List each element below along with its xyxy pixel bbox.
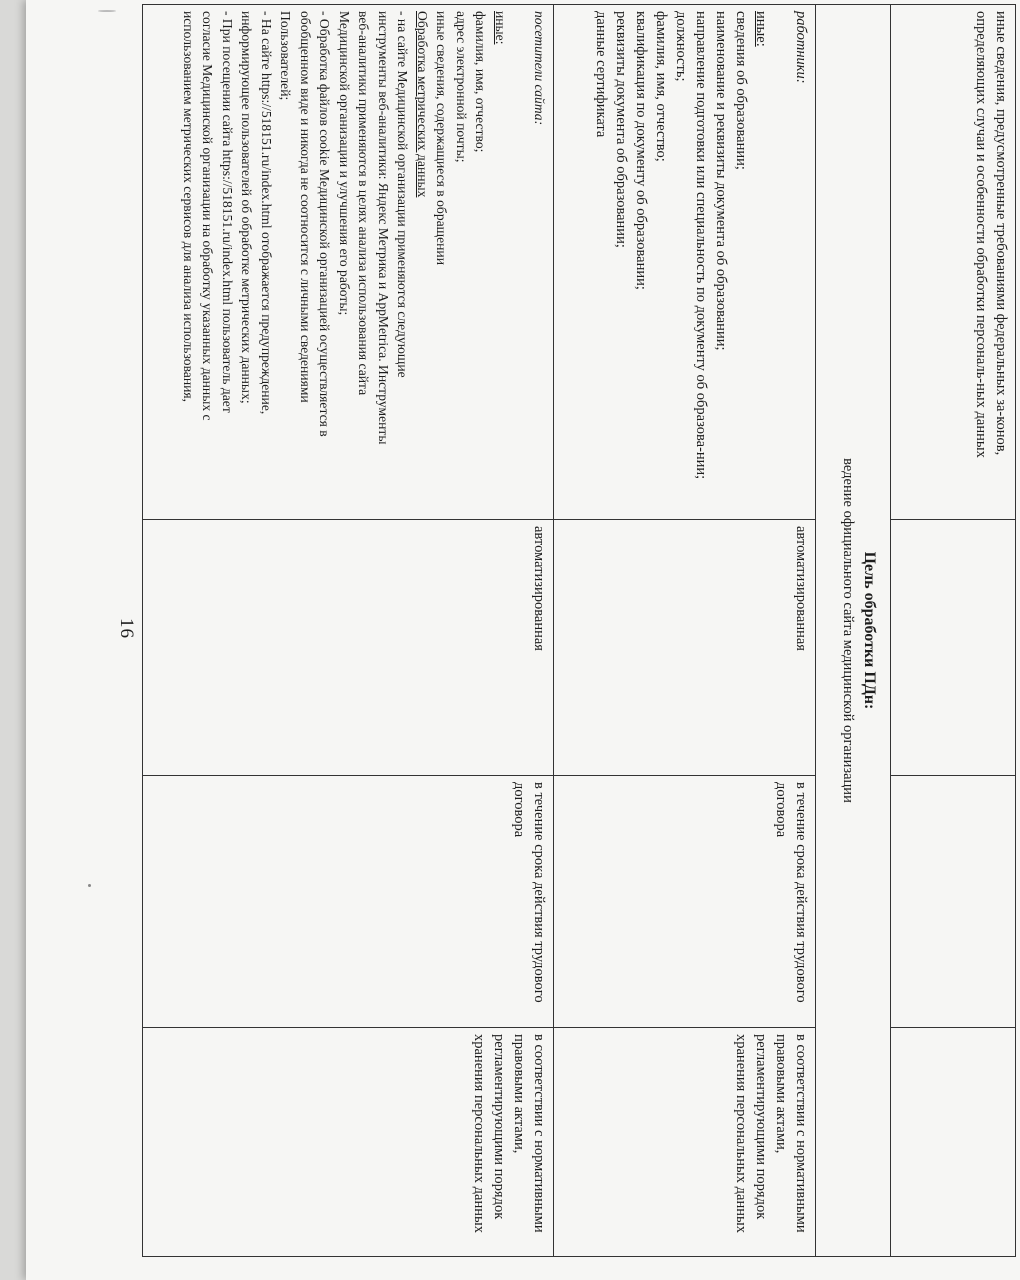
other-label: иные: bbox=[753, 11, 769, 47]
metrics-line: веб-аналитики применяются в целях анализа использования сайта bbox=[356, 11, 372, 396]
processing-period: в течение срока действия трудового договора bbox=[773, 782, 809, 1003]
metrics-line: - на сайте Медицинской организации применяются следующие bbox=[395, 11, 411, 378]
other-label: иные: bbox=[493, 11, 508, 45]
list-item: направление подготовки или специальность по документу об образова-нии; bbox=[693, 11, 709, 480]
metrics-line: обобщенном виде и никогда не соотносится с личными сведениями bbox=[298, 11, 313, 403]
metrics-line: Пользователей; bbox=[278, 11, 294, 101]
metrics-line: инструменты веб-аналитики: Яндекс Метрика и AppMetrica. Инструменты bbox=[376, 11, 391, 445]
section-subtitle: ведение официального сайта медицинской организации bbox=[840, 458, 856, 803]
section-title: Цель обработки ПДн: bbox=[861, 551, 878, 710]
table-cell-method bbox=[891, 520, 1015, 776]
storage-terms: в соответствии с нормативными правовыми актами, регламентирующими порядок хранения персональных данных bbox=[471, 1034, 547, 1233]
table-cell-storage bbox=[554, 1028, 815, 1257]
metrics-line: информирующее пользователей об обработке метрических данных; bbox=[239, 11, 255, 404]
table-cell-period bbox=[554, 776, 815, 1028]
category-label: посетители сайта: bbox=[532, 11, 547, 126]
storage-terms: в соответствии с нормативными правовыми актами, регламентирующими порядок хранения персональных данных bbox=[733, 1034, 809, 1233]
table-cell-method bbox=[554, 520, 815, 776]
table-cell-storage bbox=[891, 1028, 1015, 1257]
list-item: реквизиты документа об образовании; bbox=[613, 11, 629, 248]
metrics-line: Медицинской организации и улучшения его работы; bbox=[337, 11, 352, 316]
table-cell-method bbox=[143, 520, 553, 776]
table-cell-period bbox=[143, 776, 553, 1028]
metrics-line: - При посещении сайта https://518151.ru/index.html пользователь дает bbox=[220, 11, 235, 413]
table-row-workers bbox=[553, 5, 815, 1257]
table-cell-data-list bbox=[554, 5, 815, 520]
list-item: иные сведения, содержащиеся в обращении bbox=[434, 11, 450, 265]
list-item: наименование и реквизиты документа об образовании; bbox=[713, 11, 729, 351]
metrics-line: согласие Медицинской организации на обработку указанных данных с bbox=[200, 11, 216, 421]
metrics-line: - На сайте https://518151.ru/index.html отображается предупреждение, bbox=[259, 11, 274, 415]
table-cell-storage bbox=[143, 1028, 553, 1257]
processing-period: в течение срока действия трудового договора bbox=[511, 782, 547, 1003]
category-label: работники: bbox=[793, 11, 809, 84]
list-item: фамилия, имя, отчество; bbox=[473, 11, 489, 153]
table-row-visitors bbox=[143, 5, 553, 1257]
table-cell-data-list bbox=[143, 5, 553, 520]
metrics-line: использованием метрических сервисов для анализа использования, bbox=[181, 11, 196, 403]
rotated-page-content bbox=[26, 0, 1020, 1260]
metrics-title: Обработка метрических данных bbox=[415, 11, 430, 198]
list-item: фамилия, имя, отчество; bbox=[653, 11, 669, 162]
processing-method: автоматизированная bbox=[531, 526, 547, 651]
table-cell-data-list bbox=[891, 5, 1015, 520]
list-item: адрес электронной почты; bbox=[454, 11, 469, 163]
processing-method: автоматизированная bbox=[793, 526, 809, 651]
document-page bbox=[26, 0, 1020, 1280]
list-item: данные сертификата bbox=[593, 11, 609, 138]
list-item: квалификация по документу об образовании; bbox=[633, 11, 649, 290]
list-item: сведения об образовании; bbox=[733, 11, 749, 170]
table-row bbox=[890, 5, 1015, 1257]
metrics-line: - Обработка файлов cookie Медицинской организацией осуществляется в bbox=[317, 11, 333, 437]
section-heading-row bbox=[815, 5, 890, 1257]
pd-processing-table bbox=[142, 4, 1016, 1257]
list-item: должность; bbox=[673, 11, 689, 82]
top-row-text: иные сведения, предусмотренные требованиями федеральных за-конов, определяющих случаи и особенности обработки персональ-ных данных bbox=[973, 11, 1009, 458]
page-number: 16 bbox=[116, 618, 137, 639]
section-heading-cell bbox=[816, 5, 890, 1257]
table-cell-period bbox=[891, 776, 1015, 1028]
